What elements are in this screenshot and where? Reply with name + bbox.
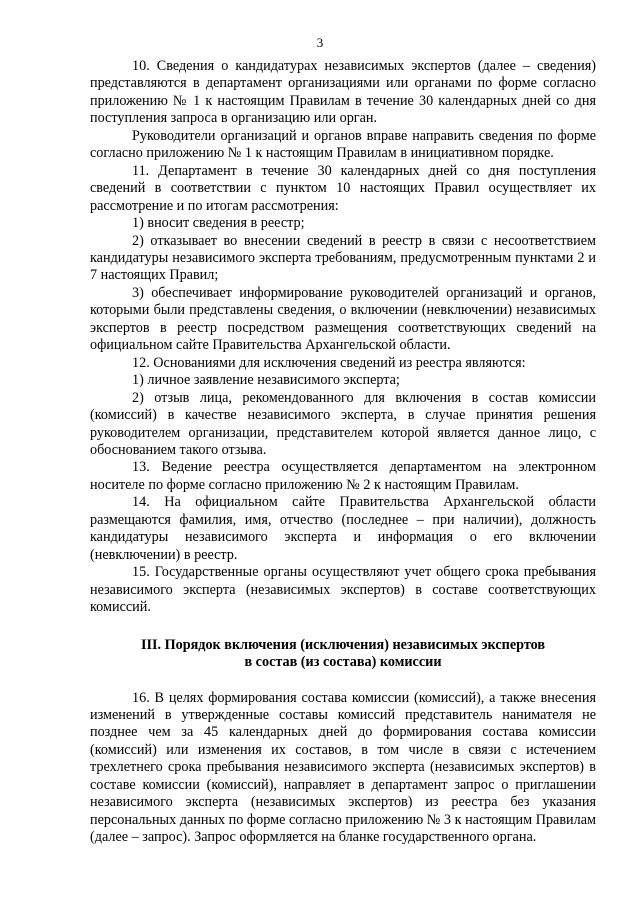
section-heading-line-2: в состав (из состава) комиссии bbox=[244, 654, 442, 670]
paragraph-11-item-2: 2) отказывает во внесении сведений в реестр в связи с несоответствием кандидатуры независимого эксперта требованиям, предусмотренным пунктами 2 и 7 настоящих Правил; bbox=[90, 232, 596, 284]
paragraph-10: 10. Сведения о кандидатурах независимых экспертов (далее – сведения) представляются в департамент организациями или органами по форме согласно приложению № 1 к настоящим Правилам в течение 30 календарных дней со дня поступления запроса в организацию или орган. bbox=[90, 58, 596, 127]
paragraph-14: 14. На официальном сайте Правительства Архангельской области размещаются фамилия, имя, отчество (последнее – при наличии), должность кандидатуры независимого эксперта и информация о его включении (невключении) в реестр. bbox=[90, 494, 596, 563]
paragraph-11-item-1: 1) вносит сведения в реестр; bbox=[132, 215, 305, 232]
paragraph-16: 16. В целях формирования состава комиссии (комиссий), а также внесения изменений в утвержденные составы комиссий представитель нанимателя не позднее чем за 45 календарных дней до формирования состава комиссии (комиссий) или изменения их составов, в том числе в связи с истечением трехлетнего срока пребывания независимого эксперта (независимых экспертов) в составе комиссии (комиссий), направляет в департамент запрос о приглашении независимого эксперта (независимых экспертов) из реестра без указания персональных данных по форме согласно приложению № 3 к настоящим Правилам (далее – запрос). Запрос оформляется на бланке государственного органа. bbox=[90, 689, 596, 846]
page-number: 3 bbox=[316, 35, 324, 50]
paragraph-10-continued: Руководители организаций и органов вправе направить сведения по форме согласно приложению № 1 к настоящим Правилам в инициативном порядке. bbox=[90, 127, 596, 162]
paragraph-11: 11. Департамент в течение 30 календарных дней со дня поступления сведений в соответствии с пунктом 10 настоящих Правил осуществляет их рассмотрение и по итогам рассмотрения: bbox=[90, 162, 596, 214]
paragraph-11-item-3: 3) обеспечивает информирование руководителей организаций и органов, которыми были представлены сведения, о включении (невключении) независимых экспертов в реестр посредством размещения соответствующих сведений на официальном сайте Правительства Архангельской области. bbox=[90, 284, 596, 354]
paragraph-15: 15. Государственные органы осуществляют учет общего срока пребывания независимого эксперта (независимых экспертов) в составе соответствующих комиссий. bbox=[90, 564, 596, 616]
paragraph-13: 13. Ведение реестра осуществляется департаментом на электронном носителе по форме согласно приложению № 2 к настоящим Правилам. bbox=[90, 459, 596, 493]
paragraph-12-item-1: 1) личное заявление независимого эксперта; bbox=[132, 372, 400, 389]
paragraph-12-item-2: 2) отзыв лица, рекомендованного для включения в состав комиссии (комиссий) в качестве независимого эксперта, в случае принятия решения руководителем организации, представителем которой является данное лицо, с обоснованием такого отзыва. bbox=[90, 389, 596, 458]
section-heading bbox=[90, 637, 596, 672]
document-body bbox=[90, 58, 596, 847]
section-heading-line-1: III. Порядок включения (исключения) независимых экспертов bbox=[140, 636, 546, 653]
paragraph-12: 12. Основаниями для исключения сведений из реестра являются: bbox=[132, 354, 526, 371]
